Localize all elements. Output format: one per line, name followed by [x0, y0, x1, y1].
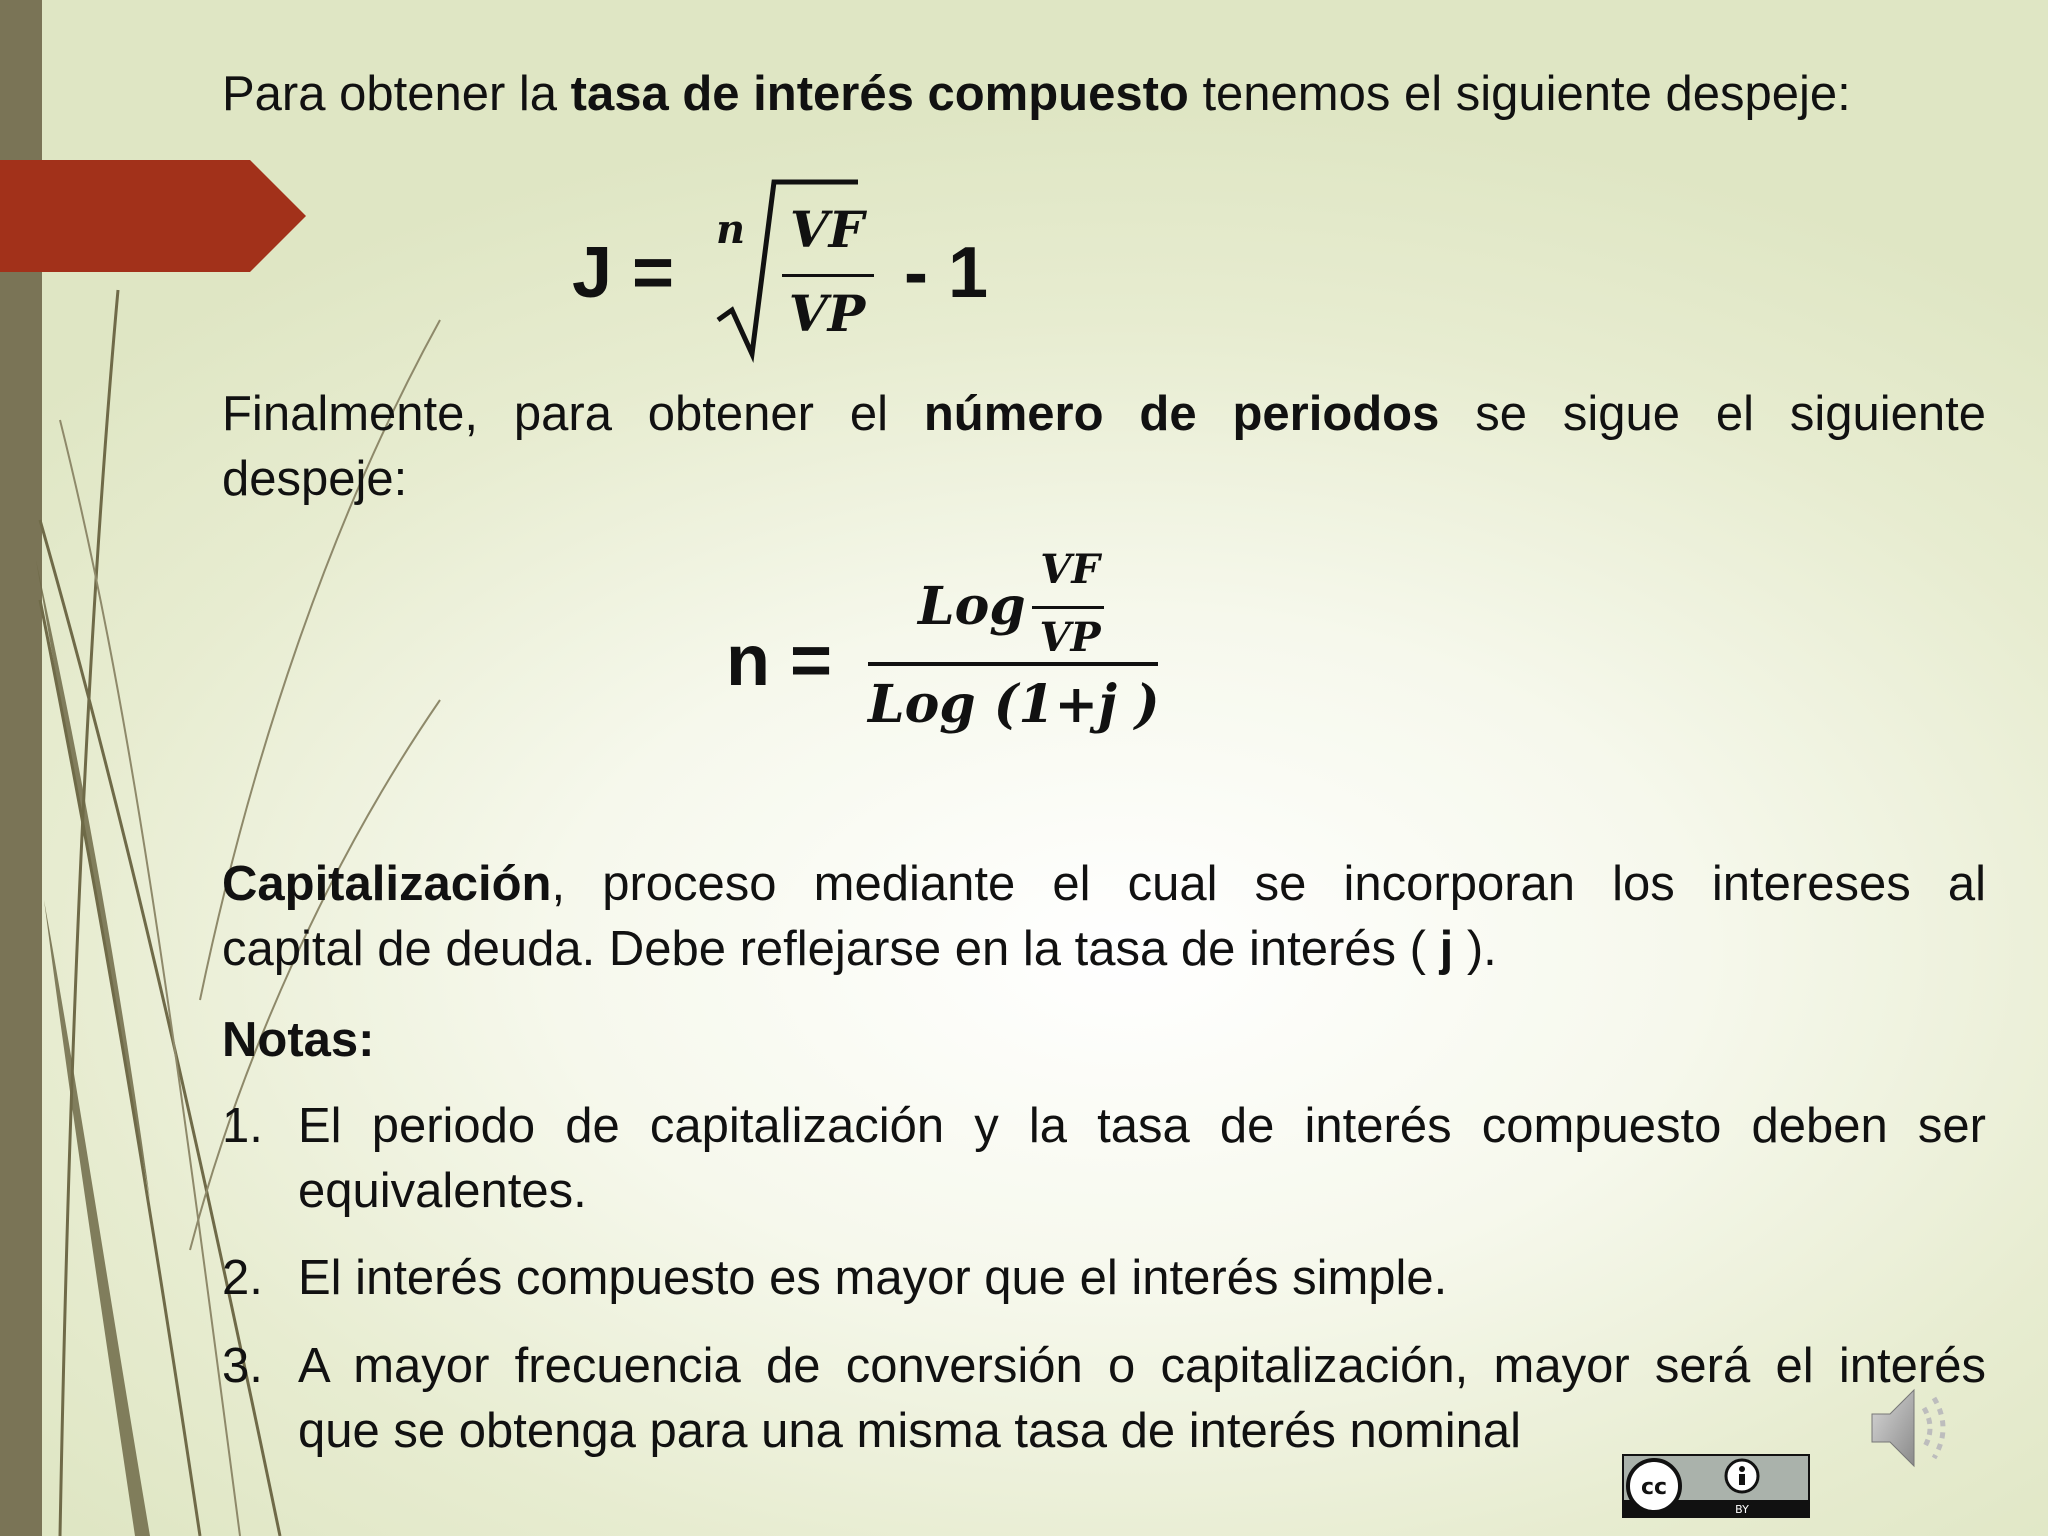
list-item-text: equivalentes. — [298, 1164, 587, 1218]
speaker-icon[interactable] — [1862, 1378, 1962, 1478]
cc-label: cc — [1640, 1475, 1668, 1500]
paragraph-compound-rate: Para obtener la tasa de interés compuesto tenemos el siguiente despeje: — [222, 67, 1851, 121]
red-arrow-shape — [0, 160, 306, 272]
formula2-inner-denominator: VP — [1039, 614, 1101, 661]
list-item-text: El interés compuesto es mayor que el interés simple. — [298, 1251, 1448, 1305]
formula1-root-index: n — [716, 206, 746, 253]
formula-number-of-periods — [726, 546, 1166, 746]
formula2-denominator: Log (1+j ) — [868, 674, 1160, 735]
formula2-fraction-bar — [868, 662, 1158, 666]
formula2-lhs: n = — [726, 621, 833, 701]
paragraph-line: Finalmente, para obtener el número de periodos se sigue el siguiente — [222, 387, 1986, 441]
creative-commons-by-badge — [1622, 1454, 1810, 1518]
notes-heading: Notas: — [222, 1013, 375, 1067]
by-label: BY — [1735, 1503, 1749, 1516]
formula2-inner-fraction-bar — [1032, 606, 1104, 609]
list-item-text: El periodo de capitalización y la tasa de interés compuesto deben ser — [298, 1099, 1986, 1153]
formula-compound-rate — [568, 170, 1008, 370]
formula1-tail: - 1 — [904, 233, 989, 313]
formula1-fraction-bar — [782, 274, 874, 277]
list-item-text: A mayor frecuencia de conversión o capitalización, mayor será el interés — [298, 1339, 1986, 1393]
formula2-log-label: Log — [918, 576, 1026, 637]
formula2-inner-numerator: VF — [1040, 546, 1100, 593]
paragraph-number-of-periods: Finalmente, para obtener el número de periodos se sigue el siguiente despeje: — [222, 382, 1986, 512]
paragraph-line: Capitalización, proceso mediante el cual se incorporan los intereses al — [222, 857, 1986, 911]
list-item-number: 1. — [222, 1099, 263, 1153]
formula1-lhs: J = — [572, 233, 675, 313]
list-item-text: que se obtenga para una misma tasa de interés nominal — [298, 1404, 1522, 1458]
formula1-numerator: VF — [789, 200, 865, 259]
list-item-number: 3. — [222, 1339, 263, 1393]
paragraph-capitalization: Capitalización, proceso mediante el cual se incorporan los intereses al capital de deuda. Debe reflejarse en la tasa de interés ( j ). — [222, 852, 1986, 982]
list-item-number: 2. — [222, 1251, 263, 1305]
formula1-denominator: VP — [788, 284, 866, 343]
